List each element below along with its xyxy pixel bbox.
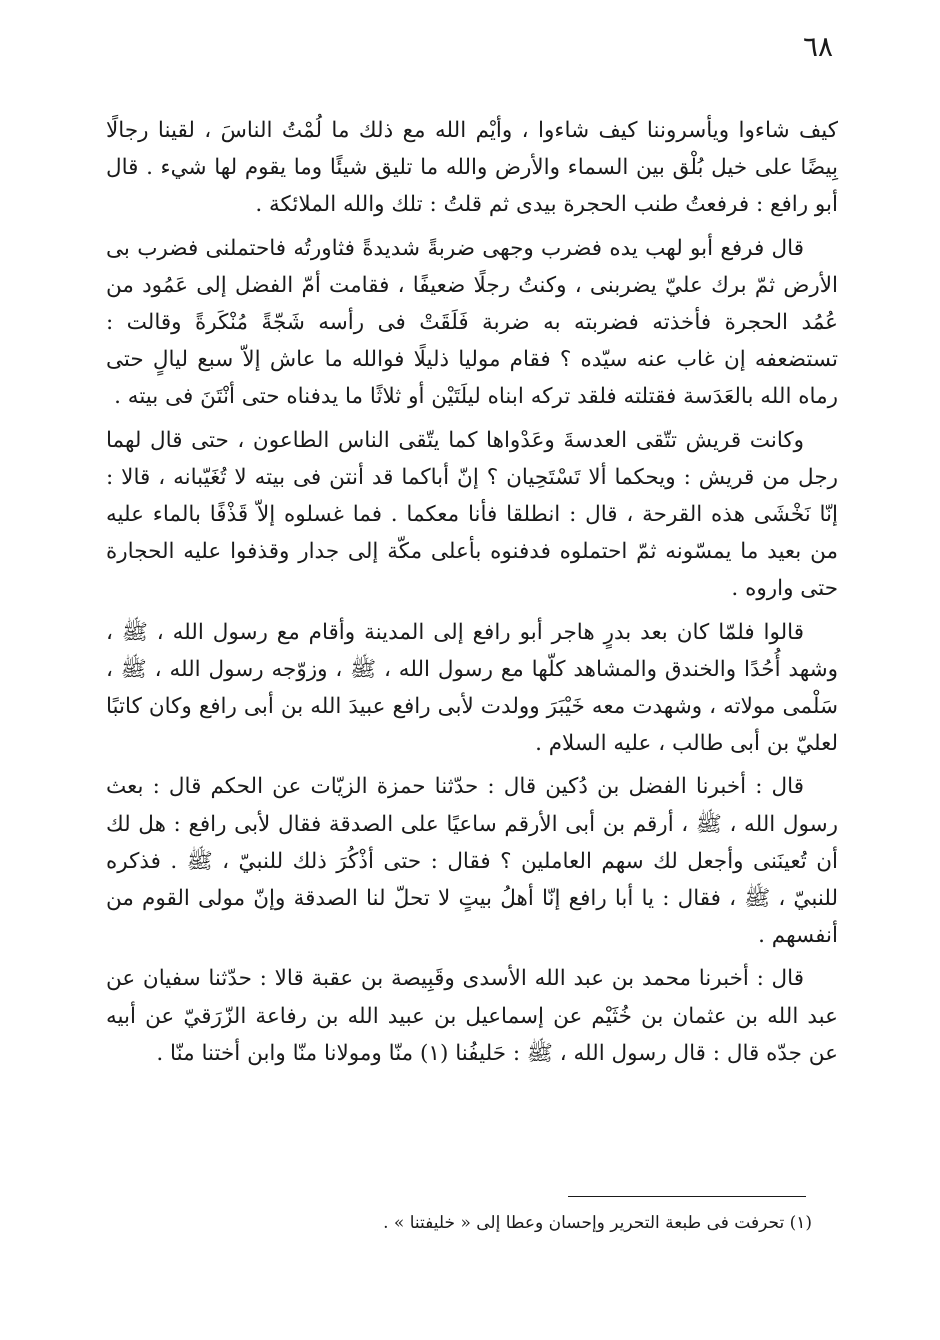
paragraph: قال : أخبرنا الفضل بن دُكين قال : حدّثنا حمزة الزيّات عن الحكم قال : بعث رسول الله ، ﷺ ، أرقم بن أبى الأرقم ساعيًا على الصدقة فقال لأبى رافع : هل لك أن تُعينَنى وأجعل لك سهم العاملين ؟ فقال : حتى أذْكُرَ ذلك للنبيّ ، ﷺ . فذكره للنبيّ ، ﷺ ، فقال : يا أبا رافع إنّا أهلُ بيتٍ لا تحلّ لنا الصدقة وإنّ مولى القوم من أنفسهم . [106,774,838,949]
footnote-divider [568,1196,806,1197]
paragraph: قال فرفع أبو لهب يده فضرب وجهى ضربةً شديدةً فثاورتُه فاحتملنى فضرب بى الأرض ثمّ برك عليّ يضربنى ، وكنتُ رجلًا ضعيفًا ، فقامت أمّ الفضل إلى عَمُود من عُمُد الحجرة فأخذته فضربته به ضربة فَلَقَتْ فى رأسه شَجّةً مُنْكَرةً وقالت : تستضعفه إن غاب عنه سيّده ؟ فقام موليا ذليلًا فوالله ما عاش إلاّ سبع ليالٍ حتى رماه الله بالعَدَسة فقتلته فلقد تركه ابناه ليلَتَيْن أو ثلاثًا ما يدفناه حتى أنْتَنَ فى بيته . [106,235,838,410]
main-text [106,112,838,1078]
page-number: ٦٨ [802,30,834,63]
paragraph: قال : أخبرنا محمد بن عبد الله الأسدى وقَبِيصة بن عقبة قالا : حدّثنا سفيان عن عبد الله بن عثمان بن خُثَيْم عن إسماعيل بن عبيد الله بن رفاعة الزّرَقيّ عن أبيه عن جدّه قال : قال رسول الله ، ﷺ : حَليفُنا (١) منّا ومولانا منّا وابن أختنا منّا . [106,966,838,1066]
footnote: (١) تحرفت فى طبعة التحرير وإحسان وعطا إلى « خليفتنا » . [383,1213,812,1233]
paragraph: وكانت قريش تتّقى العدسةَ وعَدْواها كما يتّقى الناس الطاعون ، حتى قال لهما رجل من قريش : ويحكما ألا تَسْتَحِيان ؟ إنّ أباكما قد أنتن فى بيته لا تُغَيّبانه ، قالا : إنّا نَخْشَى هذه القرحة ، قال : انطلقا فأنا معكما . فما غسلوه إلاّ قَذْفًا بالماء عليه من بعيد ما يمسّونه ثمّ احتملوه فدفنوه بأعلى مكّة إلى جدار وقذفوا عليه الحجارة حتى واروه . [106,427,838,602]
paragraph: قالوا فلمّا كان بعد بدرٍ هاجر أبو رافع إلى المدينة وأقام مع رسول الله ، ﷺ ، وشهد أُحُدًا والخندق والمشاهد كلّها مع رسول الله ، ﷺ ، وزوّجه رسول الله ، ﷺ ، سَلْمى مولاته ، وشهدت معه خَيْبَرَ وولدت لأبى رافع عبيدَ الله بن أبى رافع وكان كاتبًا لعليّ بن أبى طالب ، عليه السلام . [106,619,838,757]
paragraph: كيف شاءوا ويأسروننا كيف شاءوا ، وأيْم الله مع ذلك ما لُمْتُ الناسَ ، لقينا رجالًا بِيضًا على خيل بُلْق بين السماء والأرض والله ما تليق شيئًا وما يقوم لها شيء . قال أبو رافع : فرفعتُ طنب الحجرة بيدى ثم قلتُ : تلك والله الملائكة . [106,118,838,218]
